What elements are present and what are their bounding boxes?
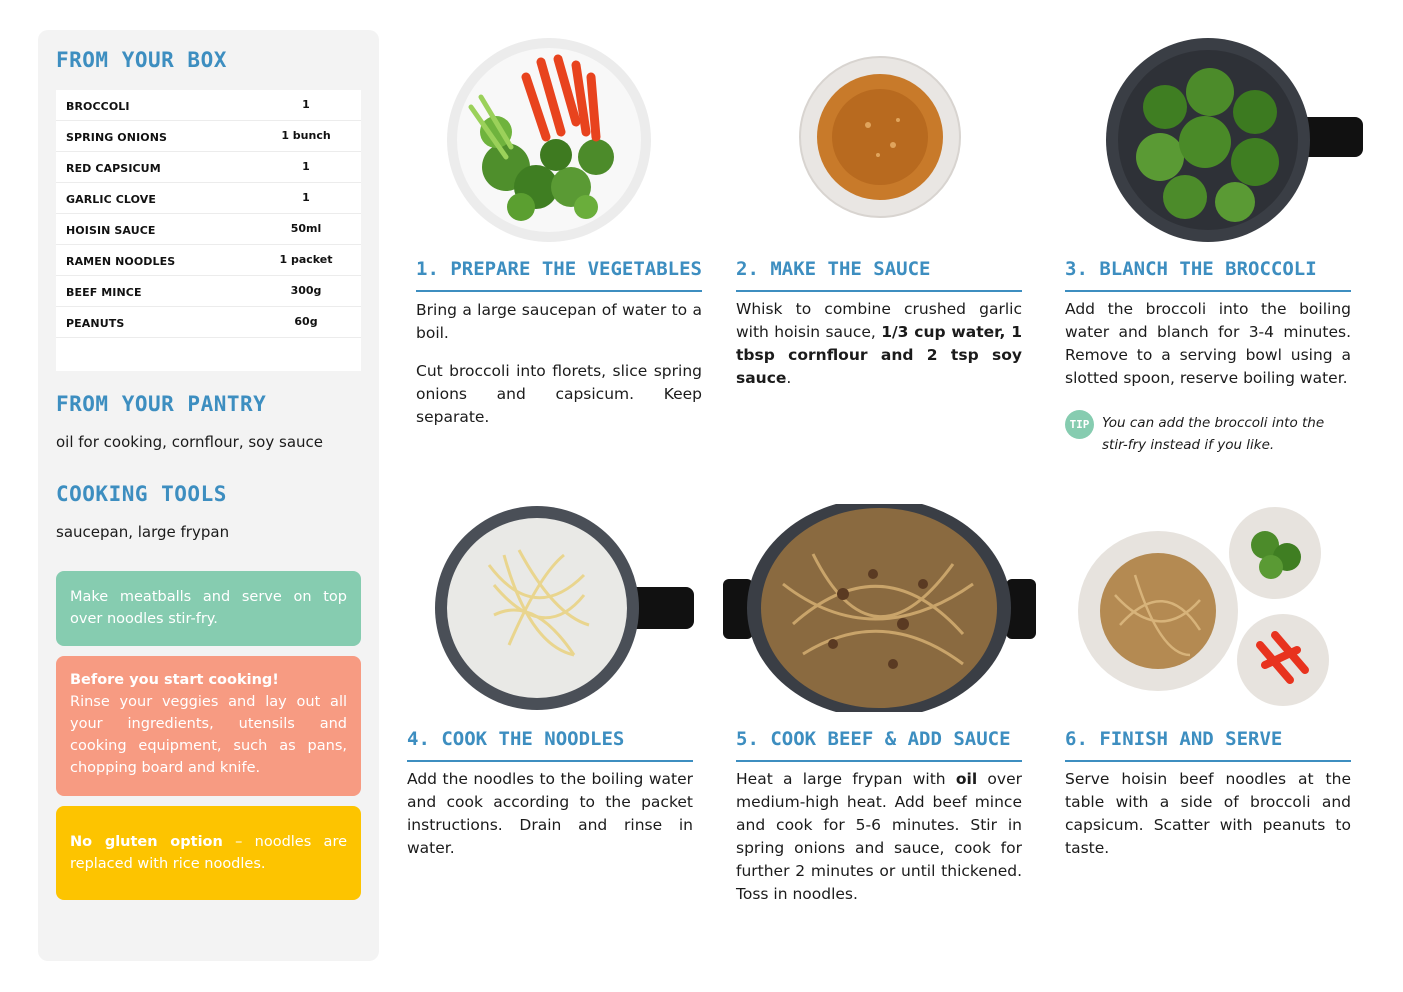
ingredient-qty: 1 (302, 160, 310, 173)
vegetables-photo (446, 37, 652, 243)
step-5-text (736, 768, 1022, 906)
ingredient-qty: 1 bunch (281, 129, 331, 142)
table-row (56, 214, 361, 245)
table-row (56, 152, 361, 183)
table-row (56, 245, 361, 276)
table-row (56, 276, 361, 307)
step-4-divider (407, 760, 693, 762)
before-cooking-title: Before you start cooking! (70, 672, 279, 688)
step-2-title: 2. MAKE THE SAUCE (736, 258, 931, 280)
ingredient-name: BROCCOLI (66, 100, 130, 113)
step-6-divider (1065, 760, 1351, 762)
box-heading: FROM YOUR BOX (56, 48, 227, 72)
meatballs-note (56, 571, 361, 646)
table-row (56, 183, 361, 214)
sauce-photo (798, 55, 962, 219)
pantry-text: oil for cooking, cornflour, soy sauce (56, 433, 323, 451)
ingredient-name: RAMEN NOODLES (66, 255, 176, 268)
step-1-paragraph: Cut broccoli into florets, slice spring onions and capsicum. Keep separate. (416, 362, 702, 426)
table-row (56, 90, 361, 121)
ingredient-name: PEANUTS (66, 317, 125, 330)
pantry-heading: FROM YOUR PANTRY (56, 392, 267, 416)
ingredient-qty: 1 (302, 98, 310, 111)
step-2-text-bold: 1/3 cup water, 1 tbsp cornflour and 2 tsp soy sauce (736, 323, 1022, 387)
step-6-title: 6. FINISH AND SERVE (1065, 728, 1283, 750)
tip-badge: TIP (1065, 410, 1094, 439)
step-4-title: 4. COOK THE NOODLES (407, 728, 625, 750)
broccoli-pan-photo (1105, 37, 1365, 243)
gluten-note (56, 806, 361, 900)
ingredient-qty: 1 packet (279, 253, 333, 266)
beef-noodles-pan-photo (723, 504, 1036, 712)
step-6-text: Serve hoisin beef noodles at the table with a side of broccoli and capsicum. Scatter with peanuts to taste. (1065, 770, 1351, 857)
ingredient-name: GARLIC CLOVE (66, 193, 156, 206)
ingredients-table (56, 90, 361, 371)
step-5-text-bold: oil (955, 770, 978, 788)
ingredient-qty: 60g (294, 315, 318, 328)
step-5-divider (736, 760, 1022, 762)
tip-text: You can add the broccoli into the stir-fry instead if you like. (1102, 415, 1325, 453)
ingredient-qty: 300g (290, 284, 322, 297)
step-1-paragraph: Bring a large saucepan of water to a boil. (416, 301, 702, 342)
step-5-title: 5. COOK BEEF & ADD SAUCE (736, 728, 1011, 750)
step-5-text-part: Heat a large frypan with (736, 770, 956, 788)
step-3-divider (1065, 290, 1351, 292)
sidebar (38, 30, 379, 961)
step-3-text: Add the broccoli into the boiling water and blanch for 3-4 minutes. Remove to a serving bowl using a slotted spoon, reserve boiling water. (1065, 300, 1351, 387)
step-4-text: Add the noodles to the boiling water and cook according to the packet instructions. Drain and rinse in water. (407, 770, 693, 857)
step-1-title: 1. PREPARE THE VEGETABLES (416, 258, 702, 280)
before-cooking-text: Rinse your veggies and lay out all your ingredients, utensils and cooking equipment, such as pans, chopping board and knife. (70, 694, 347, 776)
table-row (56, 121, 361, 152)
gluten-note-text: – noodles are replaced with rice noodles. (70, 834, 348, 872)
step-5-text-part: over medium-high heat. Add beef mince and cook for 5-6 minutes. Stir in spring onions and sauce, cook for further 2 minutes or until thickened. Toss in noodles. (736, 770, 1022, 903)
meatballs-note-text: Make meatballs and serve on top over noodles stir-fry. (70, 589, 347, 627)
ingredient-name: BEEF MINCE (66, 286, 142, 299)
ingredient-qty: 50ml (290, 222, 322, 235)
ingredient-name: SPRING ONIONS (66, 131, 168, 144)
tools-heading: COOKING TOOLS (56, 482, 227, 506)
step-2-text-part: . (786, 369, 792, 387)
step-1-divider (416, 290, 702, 292)
step-2-divider (736, 290, 1022, 292)
ingredient-name: HOISIN SAUCE (66, 224, 156, 237)
ingredient-name: RED CAPSICUM (66, 162, 161, 175)
step-3-title: 3. BLANCH THE BROCCOLI (1065, 258, 1317, 280)
step-2-text (736, 298, 1022, 390)
step-1-text (416, 299, 702, 429)
tools-text: saucepan, large frypan (56, 523, 230, 541)
before-cooking-note (56, 656, 361, 796)
plated-dish-photo (1075, 505, 1333, 710)
ingredient-qty: 1 (302, 191, 310, 204)
tip-box (1065, 409, 1355, 459)
noodles-pot-photo (434, 505, 696, 711)
gluten-note-title: No gluten option (70, 834, 223, 850)
table-row (56, 307, 361, 338)
step-2-text-part: Whisk to combine crushed garlic with hoisin sauce, (736, 300, 1022, 341)
